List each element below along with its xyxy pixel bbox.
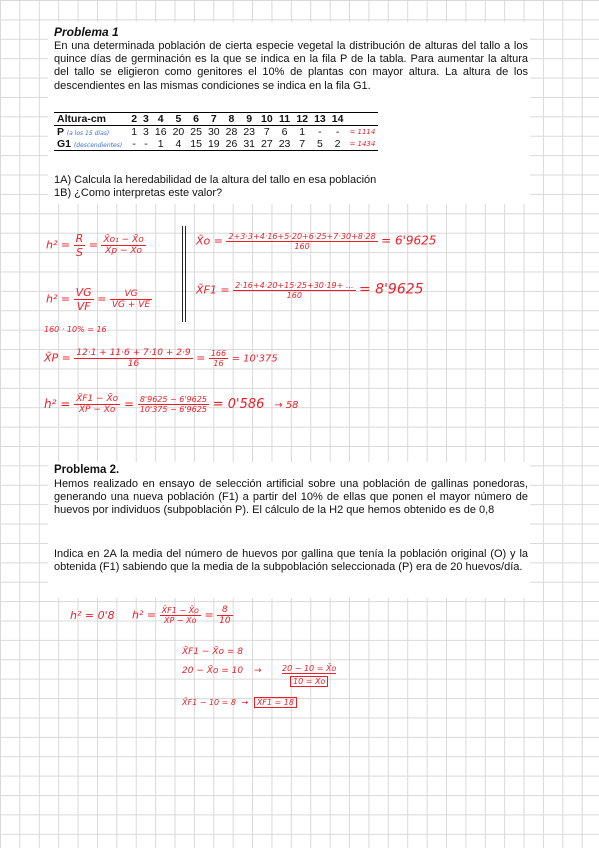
xf1-calc: X̄F1 = $\frac{2\cdot 16+4\cdot 20+15\cdot 25+30\cdot 19+ ...}{160}$ = 8'9625 [196,281,424,300]
h2-given: h² = 0'8 [70,609,115,622]
table-cell: 4 [170,138,188,151]
result-xo: 10 = X̄o [290,676,328,687]
table-row-g1 [54,138,378,151]
heights-table [54,112,378,151]
table-cell: 2 [329,138,347,151]
table-header-cell: 12 [293,113,311,126]
table-header-cell: 5 [170,113,188,126]
row-label-p: P (a los 15 días) [57,126,110,138]
table-row-p [54,126,378,139]
problem1-text: En una determinada población de cierta especie vegetal la distribución de alturas del tallo a los quince días de germinación es la que se indica en la fila P de la tabla. Para aumentar la altura del tallo se eligieron como genitores el 10% de plantas con mayor altura. La altura de los descendientes en las mismas condiciones se indica en la fila G1. [54,40,528,92]
h2-definition: h² = $\frac{R}{S}$ = $\frac{\text{X̄o₁ − X̄o}}{X̄p - X̄o}$ [46,232,144,259]
table-cell: 23 [276,138,294,151]
table-cell: - [140,138,152,151]
table-cell: 30 [207,126,220,138]
problem2-block [48,462,530,598]
table-cell: 1 [152,138,170,151]
table-header-cell: 11 [276,113,294,126]
table-header-cell: 2 [128,113,140,126]
table-header-cell: 6 [187,113,205,126]
table-cell: 16 [154,126,167,138]
h2-variance: h² = $\frac{VG}{VF}$ = $\frac{VG}{VG + VE}$ [46,286,151,313]
table-cell: 5 [311,138,329,151]
table-cell: 7 [263,126,270,138]
xp-calc: X̄P = $\frac{12\cdot 1 + 11\cdot 6 + 7\cdot 10 + 2\cdot 9}{16}$ = $\frac{166}{16}$ = 10'375 [44,348,278,369]
table-header-cell: 7 [205,113,223,126]
question-1a: 1A) Calcula la heredabilidad de la altura del tallo en esa población [54,174,377,186]
table-cell: 6 [281,126,288,138]
row-note-p: (a los 15 días) [66,130,110,137]
table-cell: 19 [205,138,223,151]
table-cell: 1 [299,126,306,138]
step-1: X̄F1 − X̄o = 8 [182,647,243,657]
table-header-cell: 9 [240,113,258,126]
table-cell: 1 [131,126,138,138]
table-header-cell: 14 [329,113,347,126]
problem1-title: Problema 1 [54,25,119,39]
row-total-g1: = 1434 [346,138,378,151]
result-xf1: X̄F1 = 18 [254,697,297,708]
problem1-block [48,22,530,204]
table-header-cell: 3 [140,113,152,126]
problem2-text-2: Indica en 2A la media del número de huevos por gallina que tenía la población original (O) y la obtenida (F1) sabiendo que la media de la subpoblación seleccionada (P) era de 20 huevos/día. [54,548,528,574]
table-cell: 7 [293,138,311,151]
h2-formula-2: h² = $\frac{X̄F1 - X̄o}{X̄P - X̄o}$ = $\frac{8}{10}$ [132,605,231,626]
separator-line [182,226,186,322]
table-header-row [54,113,378,126]
table-cell: 28 [225,126,238,138]
table-header-cell: 4 [152,113,170,126]
table-header-cell: 13 [311,113,329,126]
h2-result: h² = $\frac{X̄F1 - X̄o}{X̄P - X̄o}$ = $\frac{8'9625 - 6'9625}{10'375 - 6'9625}$ = 0'586 → 58 [44,394,299,415]
table-cell: - [335,126,340,138]
table-cell: 26 [223,138,241,151]
table-cell: 31 [240,138,258,151]
xo-calc: X̄o = $\frac{2+3\cdot 3+4\cdot 16+5\cdot 20+6\cdot 25+7\cdot 30+8\cdot 28}{160}$ = 6'9625 [196,232,437,251]
question-1b: 1B) ¿Como interpretas este valor? [54,187,223,199]
row-note-g1: (descendientes) [73,142,123,149]
table-header-cell: 8 [223,113,241,126]
table-header-cell: Altura-cm [54,113,128,126]
table-cell: 27 [258,138,276,151]
table-cell: 23 [243,126,255,138]
table-cell: 25 [190,126,202,138]
step-3: 20 − 10 = X̄o 10 = X̄o [282,664,337,686]
ten-percent-note: 160 · 10% = 16 [44,325,107,334]
table-cell: 15 [187,138,205,151]
table-cell: - [128,138,140,151]
table-cell: - [318,126,322,138]
step-2: 20 − X̄o = 10 → [182,666,262,676]
problem2-text-1: Hemos realizado en ensayo de selección artificial sobre una población de gallinas ponedoras, generando una nueva población (F1) a partir del 10% de ellas que ponen el mayor número de huevos por individuos (subpoblación P). El cálculo de la H2 que hemos obtenido es de 0,8 [54,478,528,517]
table-header-cell: 10 [258,113,276,126]
table-cell: 3 [143,126,149,138]
problem2-title: Problema 2. [54,464,120,476]
table-cell: 20 [172,126,185,138]
row-label-g1: G1 (descendientes) [54,138,128,151]
row-total-p: = 1114 [349,128,376,136]
step-4: X̄F1 − 10 = 8 → X̄F1 = 18 [182,698,297,707]
